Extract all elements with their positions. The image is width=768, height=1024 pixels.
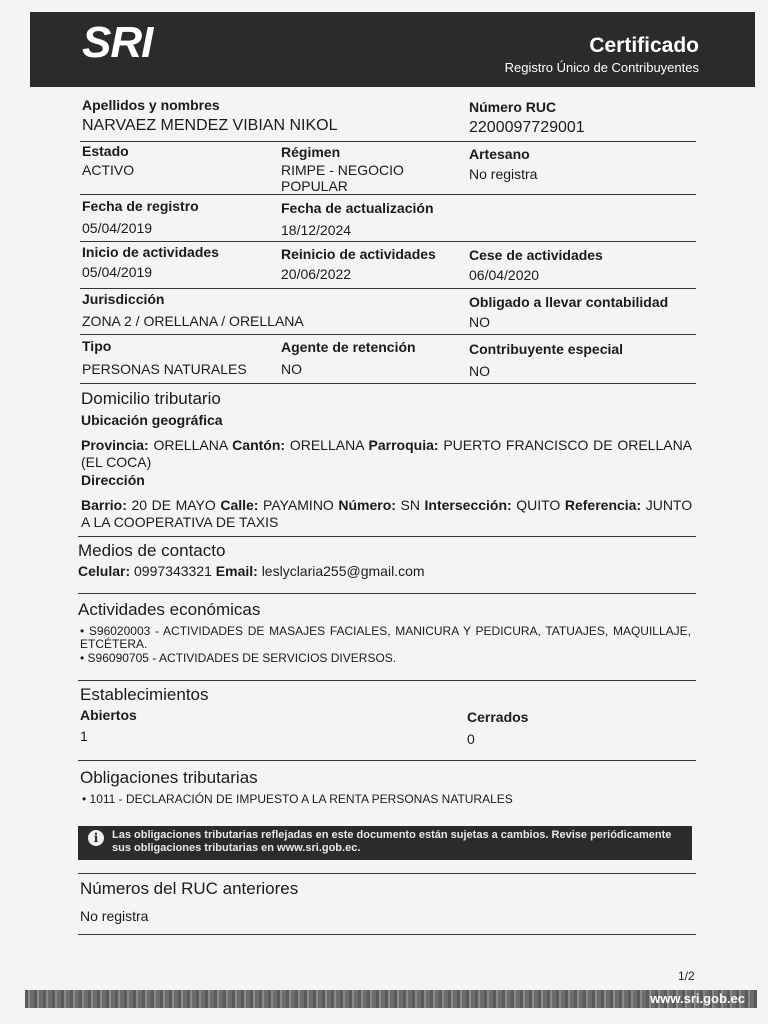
cerrados-label: Cerrados	[467, 709, 529, 725]
canton-value: ORELLANA	[289, 437, 364, 453]
certificate-subtitle: Registro Único de Contribuyentes	[504, 60, 699, 75]
calle-label: Calle:	[220, 497, 259, 513]
divider	[80, 194, 696, 195]
calle-value: PAYAMINO	[263, 497, 334, 513]
certificate-title: Certificado	[589, 34, 699, 57]
actividad-text: S96090705 - ACTIVIDADES DE SERVICIOS DIVERSOS.	[87, 651, 397, 665]
info-icon: i	[88, 830, 104, 846]
inicio-actividades-value: 05/04/2019	[82, 264, 153, 280]
referencia-value: JUNTO A LA COOPERATIVA DE TAXIS	[81, 497, 693, 530]
note-text: Las obligaciones tributarias reflejadas en este documento están sujetas a cambios. Revise periódicamente sus obligaciones tributarias en www.sri.gob.ec.	[112, 829, 672, 854]
estado-value: ACTIVO	[82, 162, 135, 178]
ruc-anteriores-title: Números del RUC anteriores	[80, 879, 299, 898]
tipo-value: PERSONAS NATURALES	[82, 361, 247, 377]
barrio-value: 20 DE MAYO	[131, 497, 216, 513]
actividad-text: S96020003 - ACTIVIDADES DE MASAJES FACIALES, MANICURA Y PEDICURA, TATUAJES, MAQUILLAJE, ETCÉTERA.	[80, 624, 691, 651]
regimen-value: RIMPE - NEGOCIO POPULAR	[281, 162, 404, 194]
inicio-actividades-label: Inicio de actividades	[82, 244, 219, 260]
cerrados-value: 0	[467, 731, 475, 747]
barrio-label: Barrio:	[81, 497, 127, 513]
artesano-value: No registra	[469, 166, 538, 182]
ruc-anteriores-value: No registra	[80, 908, 149, 924]
contribuyente-especial-value: NO	[469, 363, 490, 379]
domicilio-title: Domicilio tributario	[81, 389, 221, 408]
agente-retencion-label: Agente de retención	[281, 339, 416, 355]
interseccion-value: QUITO	[516, 497, 561, 513]
apellidos-label: Apellidos y nombres	[82, 97, 220, 113]
establecimientos-title: Establecimientos	[80, 685, 209, 704]
obligaciones-note	[78, 826, 692, 860]
apellidos-value: NARVAEZ MENDEZ VIBIAN NIKOL	[82, 117, 338, 134]
certificate-header	[30, 12, 755, 87]
contabilidad-label: Obligado a llevar contabilidad	[469, 294, 669, 310]
divider	[78, 934, 696, 935]
contabilidad-value: NO	[469, 314, 490, 330]
parroquia-label: Parroquia:	[368, 437, 439, 453]
parroquia-value: PUERTO FRANCISCO DE ORELLANA (EL COCA)	[81, 437, 693, 470]
abiertos-value: 1	[80, 728, 88, 744]
contacto-text	[78, 563, 692, 580]
fecha-actualizacion-value: 18/12/2024	[281, 222, 352, 238]
fecha-registro-label: Fecha de registro	[82, 198, 199, 214]
divider	[78, 760, 696, 761]
ruc-label: Número RUC	[469, 99, 557, 115]
direccion-label: Dirección	[81, 472, 145, 488]
sri-logo: SRI	[82, 18, 153, 67]
ruc-value: 2200097729001	[469, 119, 585, 136]
actividad-item: • S96020003 - ACTIVIDADES DE MASAJES FACIALES, MANICURA Y PEDICURA, TATUAJES, MAQUILLAJE, ETCÉTERA.	[80, 624, 691, 651]
canton-label: Cantón:	[232, 437, 286, 453]
divider	[80, 288, 696, 289]
contacto-title: Medios de contacto	[78, 541, 226, 560]
estado-label: Estado	[82, 143, 129, 159]
actividad-item: • S96090705 - ACTIVIDADES DE SERVICIOS DIVERSOS.	[80, 651, 397, 665]
tipo-label: Tipo	[82, 338, 112, 354]
numero-value: SN	[400, 497, 420, 513]
referencia-label: Referencia:	[564, 497, 642, 513]
obligaciones-title: Obligaciones tributarias	[80, 768, 258, 787]
ubicacion-text	[81, 437, 692, 471]
jurisdiccion-label: Jurisdicción	[82, 291, 165, 307]
ubicacion-label: Ubicación geográfica	[81, 412, 223, 428]
provincia-value: ORELLANA	[153, 437, 228, 453]
reinicio-actividades-label: Reinicio de actividades	[281, 246, 436, 262]
numero-label: Número:	[338, 497, 396, 513]
reinicio-actividades-value: 20/06/2022	[281, 266, 352, 282]
page-number: 1/2	[678, 969, 695, 983]
celular-value: 0997343321	[134, 563, 212, 579]
jurisdiccion-value: ZONA 2 / ORELLANA / ORELLANA	[82, 313, 304, 329]
interseccion-label: Intersección:	[424, 497, 512, 513]
agente-retencion-value: NO	[281, 361, 302, 377]
cese-actividades-label: Cese de actividades	[469, 247, 603, 263]
email-label: Email:	[215, 563, 258, 579]
divider	[78, 536, 696, 537]
actividades-title: Actividades económicas	[78, 600, 261, 619]
divider	[80, 383, 696, 384]
contribuyente-especial-label: Contribuyente especial	[469, 341, 624, 357]
direccion-text	[81, 497, 692, 531]
divider	[78, 680, 696, 681]
divider	[78, 873, 696, 874]
celular-label: Celular:	[78, 563, 131, 579]
abiertos-label: Abiertos	[80, 707, 137, 723]
artesano-label: Artesano	[469, 146, 530, 162]
divider	[80, 141, 696, 142]
fecha-registro-value: 05/04/2019	[82, 220, 153, 236]
cese-actividades-value: 06/04/2020	[469, 267, 540, 283]
divider	[80, 334, 696, 335]
obligacion-text: 1011 - DECLARACIÓN DE IMPUESTO A LA RENTA PERSONAS NATURALES	[89, 792, 513, 806]
email-value: leslyclaria255@gmail.com	[261, 563, 425, 579]
regimen-label: Régimen	[281, 144, 341, 160]
fecha-actualizacion-label: Fecha de actualización	[281, 200, 434, 216]
provincia-label: Provincia:	[81, 437, 149, 453]
divider	[80, 241, 696, 242]
footer-url: www.sri.gob.ec	[650, 991, 745, 1006]
footer-bar	[25, 990, 757, 1008]
divider	[78, 593, 696, 594]
obligacion-item: • 1011 - DECLARACIÓN DE IMPUESTO A LA RENTA PERSONAS NATURALES	[82, 792, 513, 806]
